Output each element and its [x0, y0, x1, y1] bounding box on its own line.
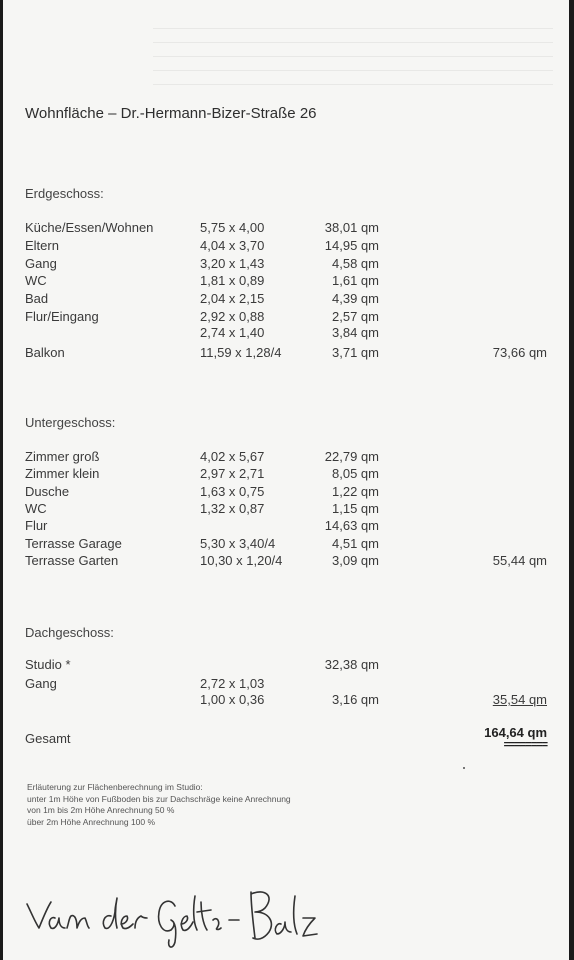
table-row	[3, 238, 569, 256]
section-subtotal: 35,54 qm	[492, 692, 547, 707]
document-page	[3, 0, 569, 960]
room-dimensions: 2,72 x 1,03	[200, 676, 265, 691]
table-row	[3, 291, 569, 309]
room-area: 4,51 qm	[332, 536, 379, 551]
room-name: Terrasse Garage	[25, 536, 122, 551]
room-name: Dusche	[25, 484, 70, 499]
room-area: 4,58 qm	[332, 256, 379, 271]
room-name: Eltern	[25, 238, 59, 253]
room-area: 8,05 qm	[332, 466, 379, 481]
table-row	[3, 692, 569, 710]
room-dimensions: 4,02 x 5,67	[200, 449, 265, 464]
table-row	[3, 273, 569, 291]
total-value: 164,64 qm	[484, 725, 547, 740]
scan-dot	[463, 767, 465, 769]
table-row	[3, 518, 569, 536]
handwritten-signature	[25, 882, 325, 957]
room-area: 38,01 qm	[324, 220, 379, 235]
room-dimensions: 2,92 x 0,88	[200, 309, 265, 324]
section-heading-dachgeschoss: Dachgeschoss:	[25, 625, 114, 640]
table-row	[3, 484, 569, 502]
room-name: WC	[25, 273, 47, 288]
room-name: Balkon	[25, 345, 65, 360]
table-row	[3, 501, 569, 519]
room-area: 3,16 qm	[332, 692, 379, 707]
room-dimensions: 1,81 x 0,89	[200, 273, 265, 288]
room-area: 1,22 qm	[332, 484, 379, 499]
note-line: von 1m bis 2m Höhe Anrechnung 50 %	[27, 805, 175, 815]
room-name: Gang	[25, 256, 57, 271]
room-area: 32,38 qm	[324, 657, 379, 672]
room-area: 3,09 qm	[332, 553, 379, 568]
room-dimensions: 3,20 x 1,43	[200, 256, 265, 271]
room-name: Zimmer klein	[25, 466, 100, 481]
table-row	[3, 325, 569, 343]
room-dimensions: 4,04 x 3,70	[200, 238, 265, 253]
room-area: 14,63 qm	[324, 518, 379, 533]
room-name: Gang	[25, 676, 57, 691]
room-dimensions: 11,59 x 1,28/4	[200, 345, 282, 360]
room-area: 3,71 qm	[332, 345, 379, 360]
section-heading-untergeschoss: Untergeschoss:	[25, 415, 116, 430]
room-area: 3,84 qm	[332, 325, 379, 340]
table-row	[3, 536, 569, 554]
note-line: über 2m Höhe Anrechnung 100 %	[27, 816, 156, 827]
room-name: Bad	[25, 291, 49, 306]
room-area: 4,39 qm	[332, 291, 379, 306]
room-name: Terrasse Garten	[25, 553, 119, 568]
room-name: Studio *	[25, 657, 71, 672]
section-subtotal: 55,44 qm	[492, 553, 547, 568]
calculation-notes	[27, 782, 291, 828]
total-label: Gesamt	[25, 731, 71, 746]
section-heading-erdgeschoss: Erdgeschoss:	[25, 186, 104, 201]
room-name: Flur/Eingang	[25, 309, 99, 324]
table-row	[3, 449, 569, 467]
document-title: Wohnfläche – Dr.-Hermann-Bizer-Straße 26	[25, 105, 317, 122]
room-dimensions: 1,63 x 0,75	[200, 484, 265, 499]
room-dimensions: 2,04 x 2,15	[200, 291, 265, 306]
room-dimensions: 1,32 x 0,87	[200, 501, 265, 516]
room-area: 1,15 qm	[332, 501, 379, 516]
room-dimensions: 2,97 x 2,71	[200, 466, 265, 481]
room-area: 14,95 qm	[324, 238, 379, 253]
scan-smudge	[153, 15, 553, 85]
table-row	[3, 657, 569, 675]
section-subtotal: 73,66 qm	[492, 345, 547, 360]
note-line: Erläuterung zur Flächenberechnung im Studio:	[27, 782, 203, 792]
room-name: Küche/Essen/Wohnen	[25, 220, 154, 235]
table-row	[3, 553, 569, 571]
table-row	[3, 466, 569, 484]
room-area: 1,61 qm	[332, 273, 379, 288]
room-name: Zimmer groß	[25, 449, 100, 464]
room-area: 2,57 qm	[332, 309, 379, 324]
note-line: unter 1m Höhe von Fußboden bis zur Dachschräge keine Anrechnung	[27, 793, 291, 804]
room-dimensions: 5,30 x 3,40/4	[200, 536, 276, 551]
table-row	[3, 220, 569, 238]
room-name: WC	[25, 501, 47, 516]
room-dimensions: 1,00 x 0,36	[200, 692, 265, 707]
table-row	[3, 345, 569, 363]
room-area: 22,79 qm	[324, 449, 379, 464]
table-row	[3, 256, 569, 274]
room-name: Flur	[25, 518, 48, 533]
room-dimensions: 5,75 x 4,00	[200, 220, 265, 235]
room-dimensions: 10,30 x 1,20/4	[200, 553, 283, 568]
total-double-underline: ========	[503, 739, 547, 751]
room-dimensions: 2,74 x 1,40	[200, 325, 265, 340]
